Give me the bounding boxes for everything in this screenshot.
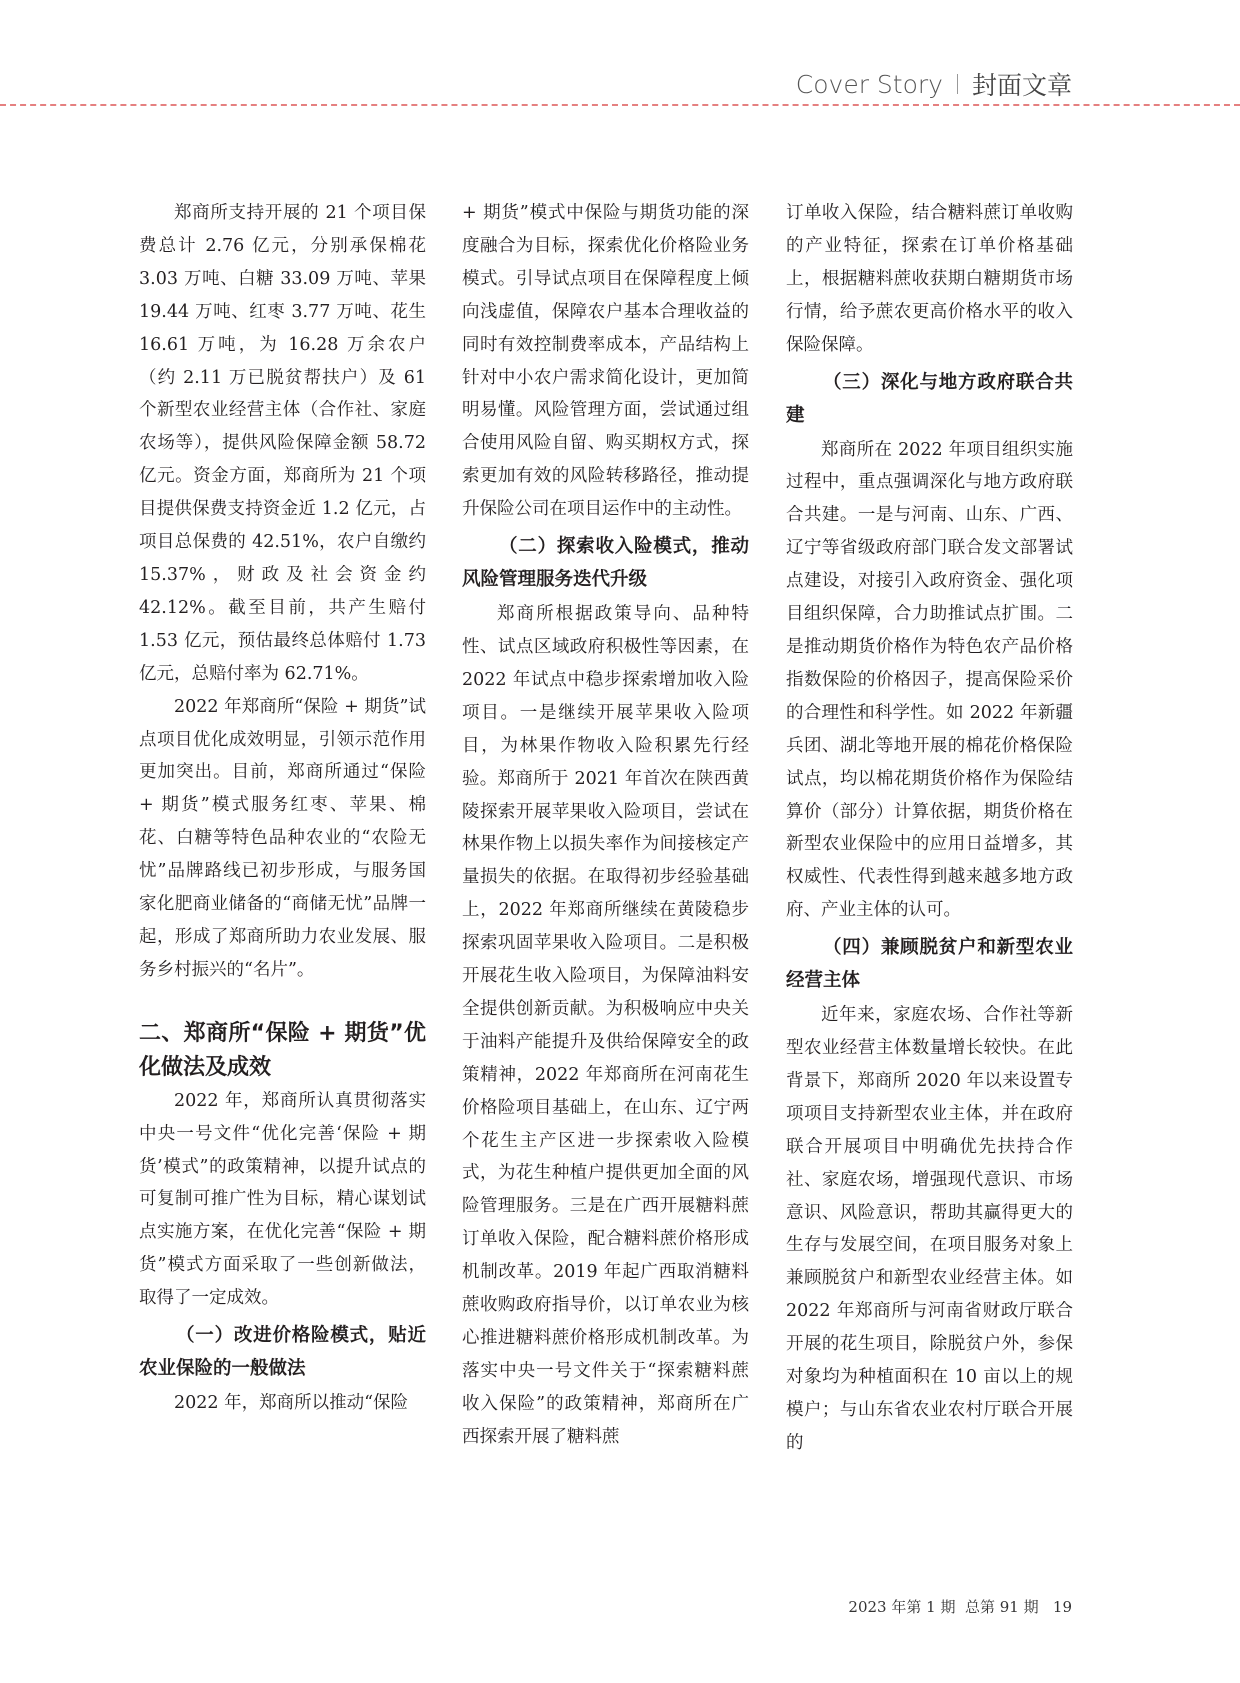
paragraph: 近年来，家庭农场、合作社等新型农业经营主体数量增长较快。在此背景下，郑商所 2020 年以来设置专项项目支持新型农业主体，并在政府联合开展项目中明确优先扶持合作社、家庭农场，增强现代意识、市场意识、风险意识，帮助其赢得更大的生存与发展空间，在项目服务对象上兼顾脱贫户和新型农业经营主体。如 2022 年郑商所与河南省财政厅联合开展的花生项目，除脱贫户外，参保对象均为种植面积在 10 亩以上的规模户；与山东省农业农村厅联合开展的 [786,1005,1073,1453]
paragraph: 2022 年，郑商所以推动“保险 [174,1393,409,1414]
subsection-heading: （一）改进价格险模式，贴近农业保险的一般做法 [139,1325,426,1380]
paragraph: 郑商所根据政策导向、品种特性、试点区域政府积极性等因素，在 2022 年试点中稳步探索增加收入险项目。一是继续开展苹果收入险项目，为林果作物收入险积累先行经验。郑商所于 2021 年首次在陕西黄陵探索开展苹果收入险项目，尝试在林果作物上以损失率作为间接核定产量损失的依据。在取得初步经验基础上，2022 年郑商所继续在黄陵稳步探索巩固苹果收入险项目。二是积极开展花生收入险项目，为保障油料安全提供创新贡献。为积极响应中央关于油料产能提升及供给保障安全的政策精神，2022 年郑商所在河南花生价格险项目基础上，在山东、辽宁两个花生主产区进一步探索收入险模式，为花生种植户提供更加全面的风险管理服务。三是在广西开展糖料蔗订单收入保险，配合糖料蔗价格形成机制改革。2019 年起广西取消糖料蔗收购政府指导价，以订单农业为核心推进糖料蔗价格形成机制改革。为落实中央一号文件关于“探索糖料蔗收入保险”的政策精神，郑商所在广西探索开展了糖料蔗 [462,604,749,1447]
subsection-heading: （二）探索收入险模式，推动风险管理服务迭代升级 [462,536,749,591]
subsection-heading: （三）深化与地方政府联合共建 [786,371,1073,426]
running-header [796,66,1072,102]
paragraph: 郑商所支持开展的 21 个项目保费总计 2.76 亿元，分别承保棉花 3.03 万吨、白糖 33.09 万吨、苹果 19.44 万吨、红枣 3.77 万吨、花生 16.61 万吨，为 16.28 万余农户（约 2.11 万已脱贫帮扶户）及 61 个新型农业经营主体（合作社、家庭农场等），提供风险保障金额 58.72 亿元。资金方面，郑商所为 21 个项目提供保费支持资金近 1.2 亿元，占项目总保费的 42.51%，农户自缴约 15.37%，财政及社会资金约 42.12%。截至目前，共产生赔付 1.53 亿元，预估最终总体赔付 1.73 亿元，总赔付率为 62.71%。 [139,203,426,684]
header-divider [957,74,958,94]
paragraph: 2022 年郑商所“保险 + 期货”试点项目优化成效明显，引领示范作用更加突出。目前，郑商所通过“保险 + 期货”模式服务红枣、苹果、棉花、白糖等特色品种农业的“农险无忧”品牌路线已初步形成，与服务国家化肥商业储备的“商储无忧”品牌一起，形成了郑商所助力农业发展、服务乡村振兴的“名片”。 [139,696,426,980]
paragraph: 郑商所在 2022 年项目组织实施过程中，重点强调深化与地方政府联合共建。一是与河南、山东、广西、辽宁等省级政府部门联合发文部署试点建设，对接引入政府资金、强化项目组织保障，合力助推试点扩围。二是推动期货价格作为特色农产品价格指数保险的价格因子，提高保险采价的合理性和科学性。如 2022 年新疆兵团、湖北等地开展的棉花价格保险试点，均以棉花期货价格作为保险结算价（部分）计算依据，期货价格在新型农业保险中的应用日益增多，其权威性、代表性得到越来越多地方政府、产业主体的认可。 [786,439,1073,921]
section-label-cn: 封面文章 [971,71,1072,100]
text-column-1 [139,197,426,1420]
header-dashed-rule [0,104,1240,106]
paragraph: 2022 年，郑商所认真贯彻落实中央一号文件“优化完善‘保险 + 期货’模式”的政策精神，以提升试点的可复制可推广性为目标，精心谋划试点实施方案，在优化完善“保险 + 期货”模式方面采取了一些创新做法，取得了一定成效。 [139,1090,426,1309]
text-column-2 [462,197,749,1454]
paragraph: 订单收入保险，结合糖料蔗订单收购的产业特征，探索在订单价格基础上，根据糖料蔗收获期白糖期货市场行情，给予蔗农更高价格水平的收入保险保障。 [786,203,1073,355]
text-column-3 [786,197,1073,1460]
paragraph: + 期货”模式中保险与期货功能的深度融合为目标，探索优化价格险业务模式。引导试点项目在保障程度上倾向浅虚值，保障农户基本合理收益的同时有效控制费率成本，产品结构上针对中小农户需求简化设计，更加简明易懂。风险管理方面，尝试通过组合使用风险自留、购买期权方式，探索更加有效的风险转移路径，推动提升保险公司在项目运作中的主动性。 [462,203,749,520]
section-label-en: Cover Story [795,69,943,99]
page-footer: 2023 年第 1 期 总第 91 期 19 [848,1598,1072,1616]
section-heading: 二、郑商所“保险 + 期货”优化做法及成效 [139,1020,426,1080]
subsection-heading: （四）兼顾脱贫户和新型农业经营主体 [786,937,1073,992]
